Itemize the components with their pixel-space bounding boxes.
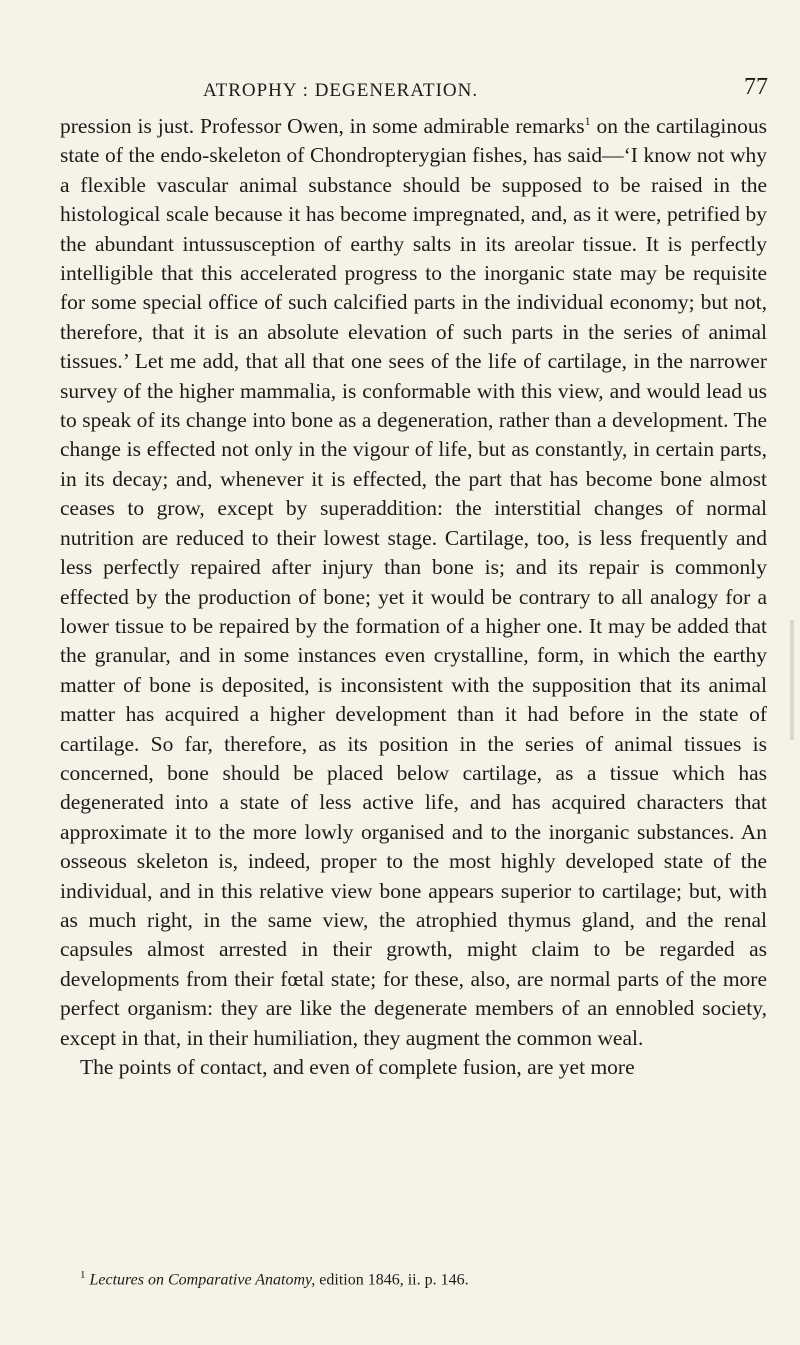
paragraph-text: on the cartilaginous state of the endo-skeleton of Chondropterygian fishes, has said—‘I know not why a flexible vascular animal substance should be supposed to be raised in the histological scale because it has become impregnated, and, as it were, petrified by the abundant intussusception of earthy salts in its areolar tissue. It is perfectly intelligible that this accelerated progress to the inorganic state may be requisite for some special office of such calcified parts in the individual economy; but not, therefore, that it is an absolute elevation of such parts in the series of animal tissues.’ Let me add, that all that one sees of the life of cartilage, in the narrower survey of the higher mammalia, is conformable with this view, and would lead us to speak of its change into bone as a degeneration, rather than a development. The change is effected not only in the vigour of life, but as constantly, in certain parts, in its decay; and, whenever it is effected, the part that has become bone almost ceases to grow, except by superaddition: the interstitial changes of normal nutrition are reduced to their lowest stage. Cartilage, too, is less frequently and less perfectly repaired after injury than bone is; and its repair is commonly effected by the production of bone; yet it would be contrary to all analogy for a lower tissue to be repaired by the formation of a higher one. It may be added that the granular, and in some instances even crystalline, form, in which the earthy matter of bone is deposited, is inconsistent with the supposition that its animal matter has acquired a higher development than it had before in the state of cartilage. So far, therefore, as its position in the series of animal tissues is concerned, bone should be placed below cartilage, as a tissue which has degenerated into a state of less active life, and has acquired characters that approximate it to the more lowly organised and to the inorganic substances. An osseous skeleton is, indeed, proper to the most highly developed state of the individual, and in this relative view bone appears superior to cartilage; but, with as much right, in the same view, the atrophied thymus gland, and the renal capsules almost arrested in their growth, might claim to be regarded as developments from their fœtal state; for these, also, are normal parts of the more perfect organism: they are like the degenerate members of an ennobled society, except in that, in their humiliation, they augment the common weal. bbox=[60, 114, 767, 1050]
paragraph: The points of contact, and even of complete fusion, are yet more bbox=[80, 1055, 635, 1079]
footnote bbox=[80, 1265, 750, 1290]
running-head: ATROPHY : DEGENERATION. bbox=[203, 80, 479, 101]
paragraph bbox=[60, 112, 767, 1053]
page-number: 77 bbox=[744, 74, 768, 100]
body-text bbox=[60, 112, 767, 1082]
footnote-text: edition 1846, ii. p. 146. bbox=[315, 1271, 469, 1289]
paragraph-text: pression is just. Professor Owen, in some admirable remarks bbox=[60, 114, 585, 138]
footnote-reference: 1 bbox=[584, 113, 591, 128]
footnote-marker: 1 bbox=[80, 1269, 86, 1281]
page-edge-mark bbox=[790, 620, 794, 740]
footnote-title: Lectures on Comparative Anatomy, bbox=[89, 1271, 316, 1289]
